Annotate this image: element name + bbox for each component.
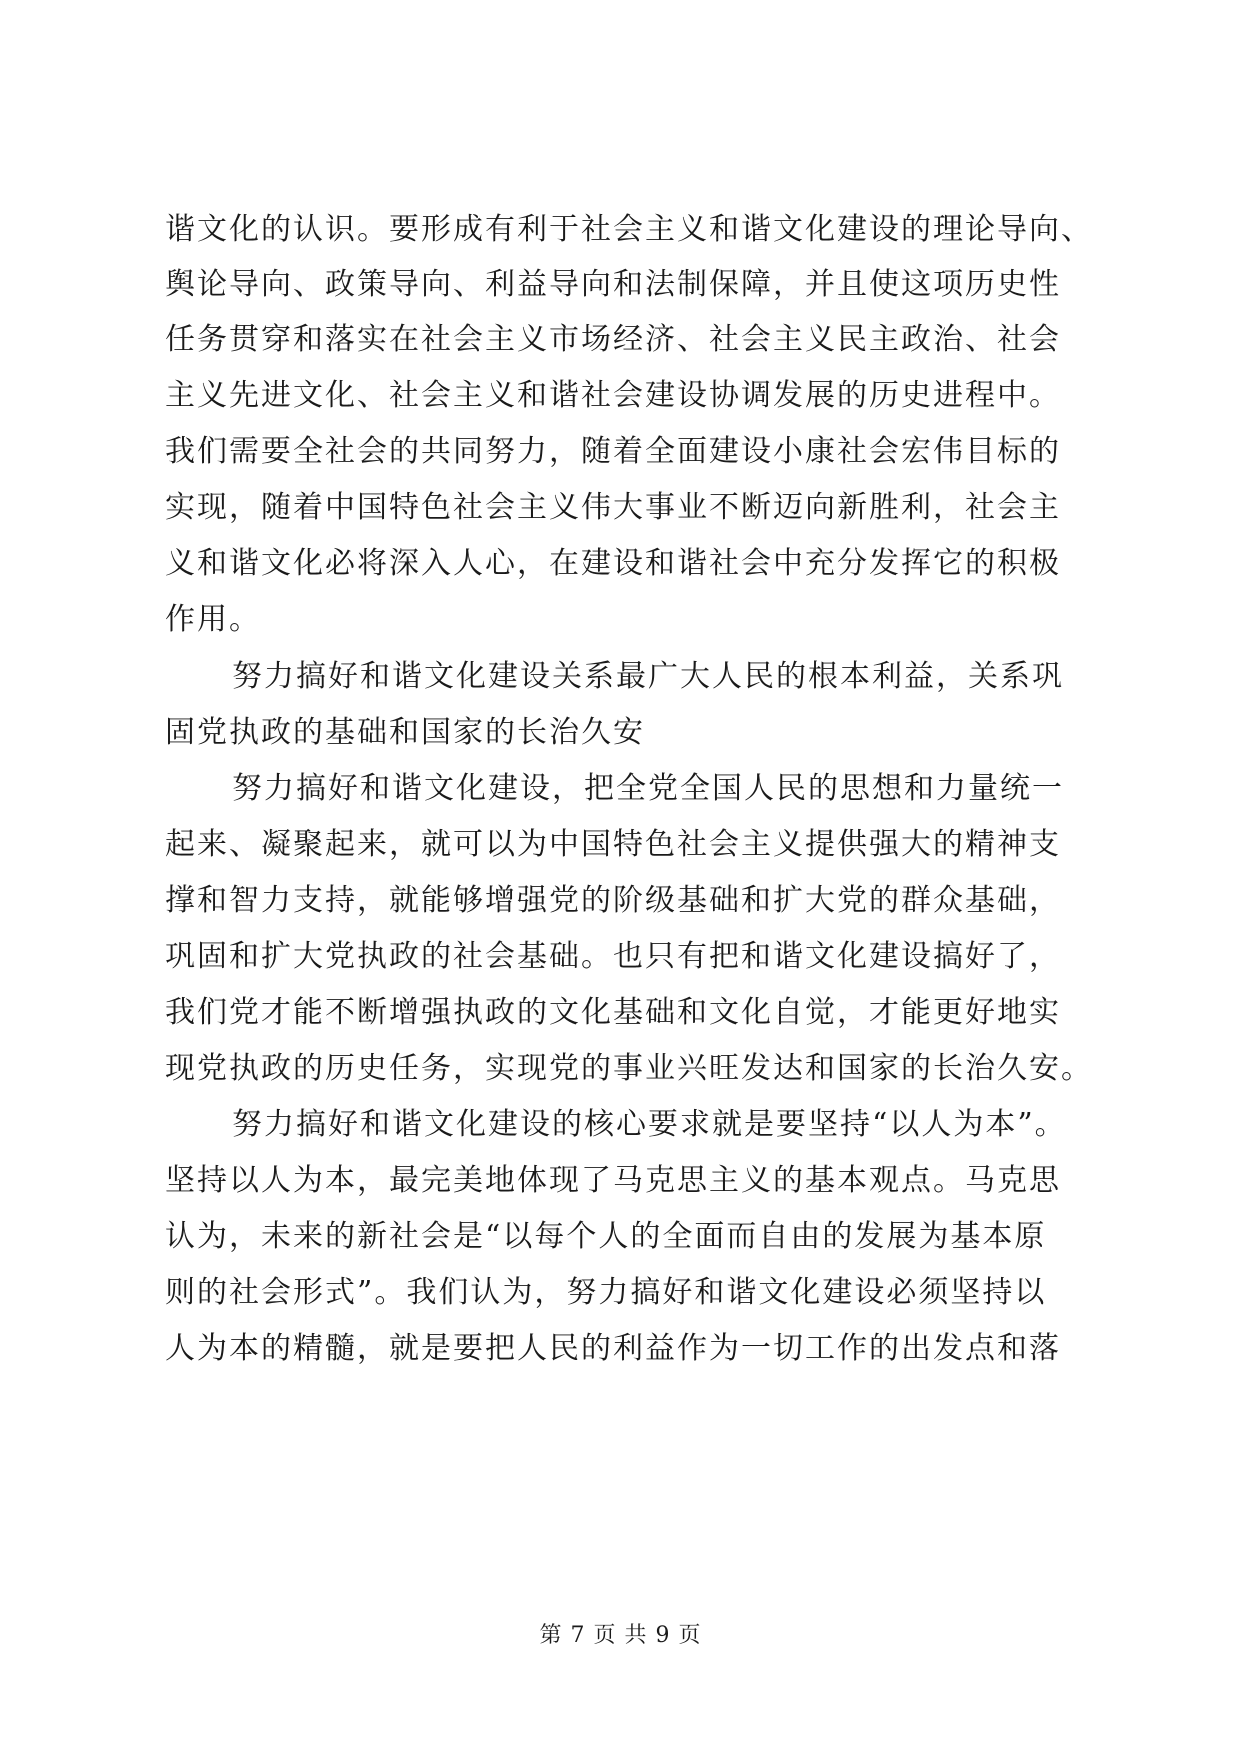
text-line: 舆论导向、政策导向、利益导向和法制保障，并且使这项历史性 [165,267,1061,302]
text-line: 努力搞好和谐文化建设的核心要求就是要坚持“以人为本”。 [232,1107,1067,1142]
section-heading-line: 固党执政的基础和国家的长治久安 [165,715,645,750]
text-line: 我们需要全社会的共同努力，随着全面建设小康社会宏伟目标的 [165,434,1061,469]
text-line: 努力搞好和谐文化建设，把全党全国人民的思想和力量统一 [232,771,1064,806]
text-line: 人为本的精髓，就是要把人民的利益作为一切工作的出发点和落 [165,1331,1061,1366]
text-line: 现党执政的历史任务，实现党的事业兴旺发达和国家的长治久安。 [165,1051,1093,1086]
text-line: 我们党才能不断增强执政的文化基础和文化自觉，才能更好地实 [165,995,1061,1030]
text-line: 则的社会形式”。我们认为，努力搞好和谐文化建设必须坚持以 [165,1275,1047,1310]
text-line: 起来、凝聚起来，就可以为中国特色社会主义提供强大的精神支 [165,827,1061,862]
text-line: 义和谐文化必将深入人心，在建设和谐社会中充分发挥它的积极 [165,546,1061,581]
text-line: 任务贯穿和落实在社会主义市场经济、社会主义民主政治、社会 [165,322,1061,357]
page-number-footer: 第 7 页 共 9 页 [539,1623,702,1648]
section-heading-line: 努力搞好和谐文化建设关系最广大人民的根本利益，关系巩 [232,659,1064,694]
text-line: 巩固和扩大党执政的社会基础。也只有把和谐文化建设搞好了， [165,939,1061,974]
text-line: 实现，随着中国特色社会主义伟大事业不断迈向新胜利，社会主 [165,490,1061,525]
text-line: 主义先进文化、社会主义和谐社会建设协调发展的历史进程中。 [165,378,1061,413]
text-line: 作用。 [165,602,261,637]
text-line: 认为，未来的新社会是“以每个人的全面而自由的发展为基本原 [165,1219,1047,1254]
text-line: 撑和智力支持，就能够增强党的阶级基础和扩大党的群众基础， [165,883,1061,918]
text-line: 谐文化的认识。要形成有利于社会主义和谐文化建设的理论导向、 [165,212,1093,247]
text-line: 坚持以人为本，最完美地体现了马克思主义的基本观点。马克思 [165,1163,1061,1198]
